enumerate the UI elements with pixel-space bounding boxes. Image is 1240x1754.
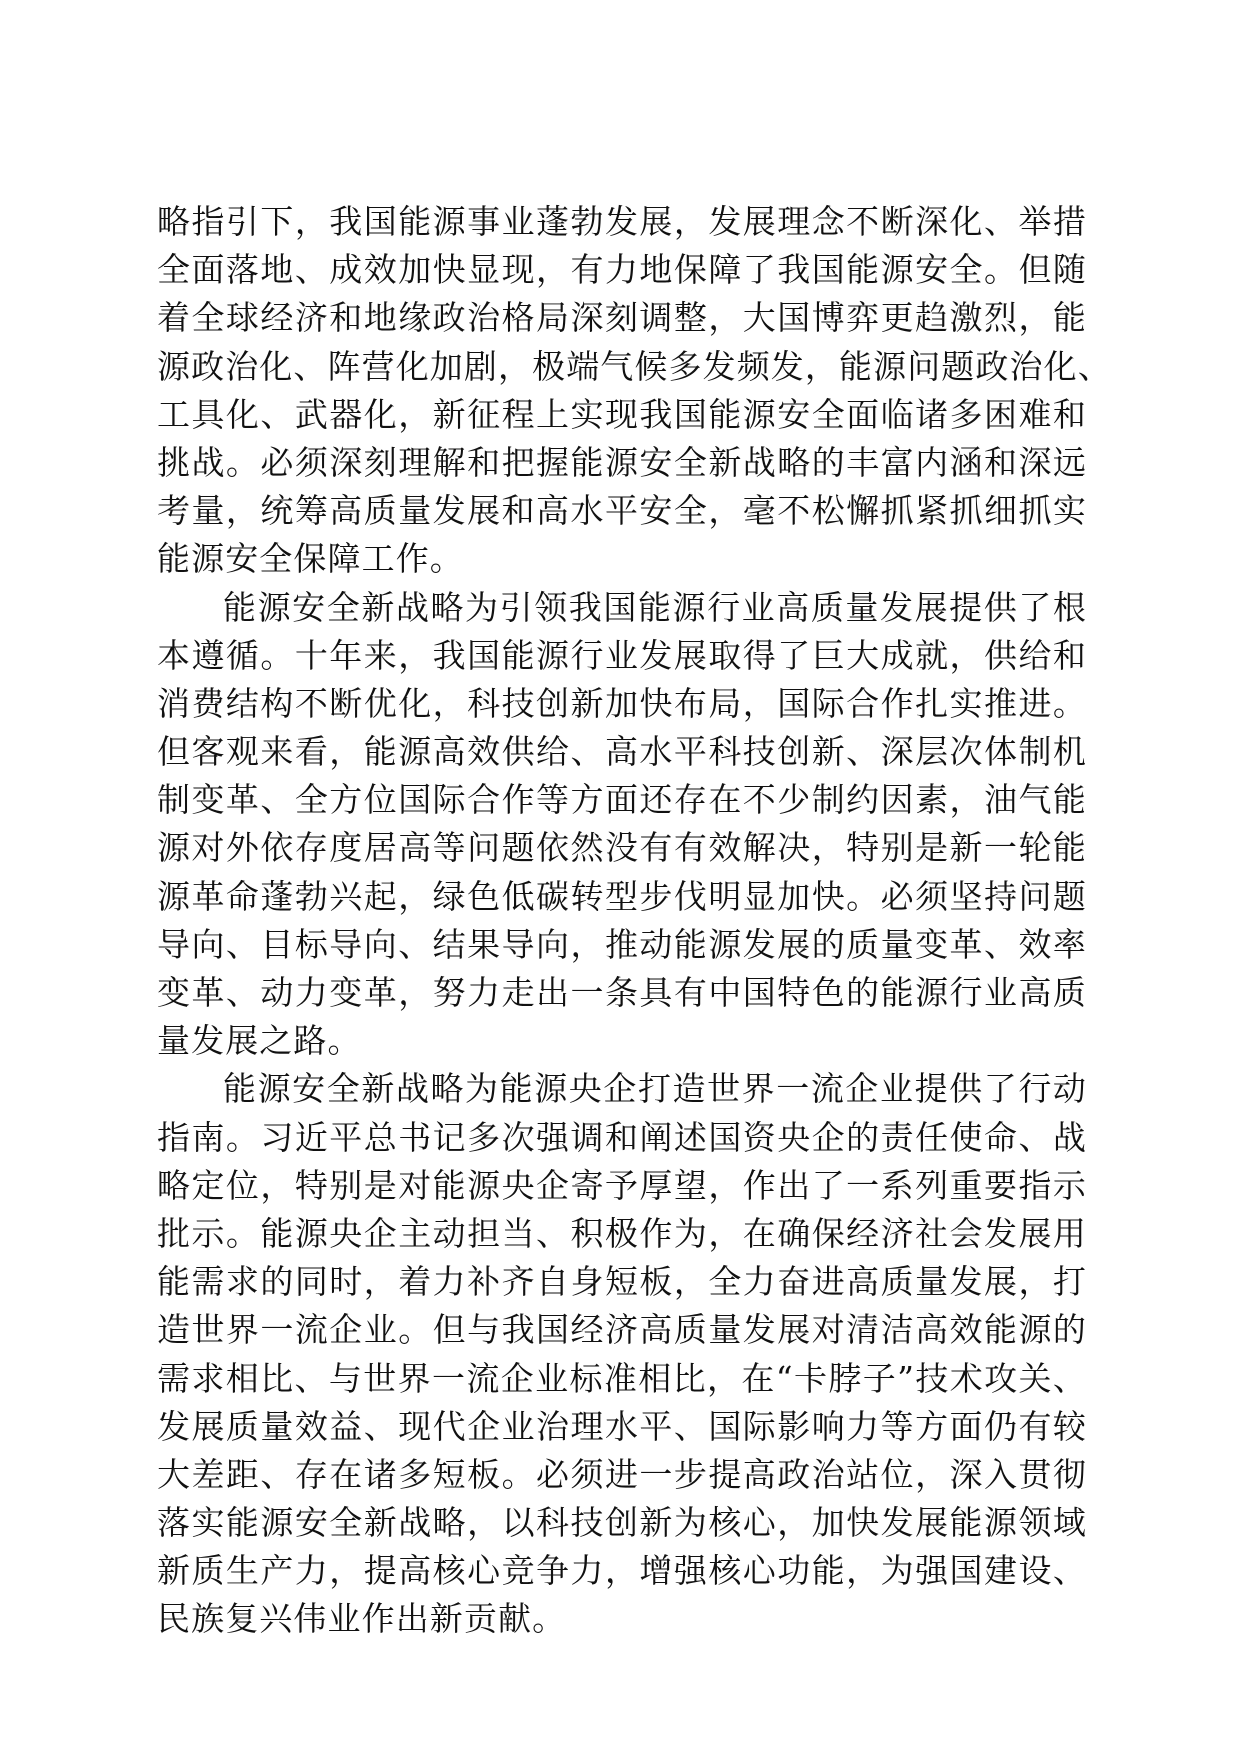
paragraph-line: 挑战。必须深刻理解和把握能源安全新战略的丰富内涵和深远 [157, 442, 1087, 482]
paragraph-line: 源对外依存度居高等问题依然没有有效解决，特别是新一轮能 [157, 828, 1087, 868]
document-body [157, 198, 1112, 1644]
paragraph-line: 批示。能源央企主动担当、积极作为，在确保经济社会发展用 [157, 1213, 1087, 1253]
paragraph-line: 消费结构不断优化，科技创新加快布局，国际合作扎实推进。 [157, 683, 1087, 723]
paragraph-line: 全面落地、成效加快显现，有力地保障了我国能源安全。但随 [157, 250, 1087, 290]
paragraph-line: 量发展之路。 [157, 1021, 362, 1061]
paragraph-line: 能需求的同时，着力补齐自身短板，全力奋进高质量发展，打 [157, 1262, 1087, 1302]
paragraph-line: 能源安全新战略为能源央企打造世界一流企业提供了行动 [223, 1069, 1087, 1109]
paragraph-line: 考量，统筹高质量发展和高水平安全，毫不松懈抓紧抓细抓实 [157, 491, 1087, 531]
paragraph-line: 民族复兴伟业作出新贡献。 [157, 1599, 567, 1639]
paragraph-line: 能源安全保障工作。 [157, 539, 464, 579]
paragraph-line: 新质生产力，提高核心竞争力，增强核心功能，为强国建设、 [157, 1551, 1087, 1591]
paragraph-line: 需求相比、与世界一流企业标准相比，在“卡脖子”技术攻关、 [157, 1358, 1087, 1398]
paragraph-line: 落实能源安全新战略，以科技创新为核心，加快发展能源领域 [157, 1503, 1087, 1543]
paragraph-3 [157, 1065, 1087, 1643]
paragraph-line: 发展质量效益、现代企业治理水平、国际影响力等方面仍有较 [157, 1406, 1087, 1446]
paragraph-line: 指南。习近平总书记多次强调和阐述国资央企的责任使命、战 [157, 1117, 1087, 1157]
paragraph-line: 略定位，特别是对能源央企寄予厚望，作出了一系列重要指示 [157, 1165, 1087, 1205]
paragraph-line: 制变革、全方位国际合作等方面还存在不少制约因素，油气能 [157, 780, 1087, 820]
paragraph-2 [157, 584, 1087, 1066]
paragraph-line: 着全球经济和地缘政治格局深刻调整，大国博弈更趋激烈，能 [157, 298, 1087, 338]
paragraph-line: 导向、目标导向、结果导向，推动能源发展的质量变革、效率 [157, 924, 1087, 964]
paragraph-line: 工具化、武器化，新征程上实现我国能源安全面临诸多困难和 [157, 394, 1087, 434]
paragraph-1 [157, 198, 1112, 584]
paragraph-line: 能源安全新战略为引领我国能源行业高质量发展提供了根 [223, 587, 1087, 627]
paragraph-line: 造世界一流企业。但与我国经济高质量发展对清洁高效能源的 [157, 1310, 1087, 1350]
paragraph-line: 略指引下，我国能源事业蓬勃发展，发展理念不断深化、举措 [157, 202, 1087, 241]
paragraph-line: 大差距、存在诸多短板。必须进一步提高政治站位，深入贯彻 [157, 1454, 1087, 1494]
paragraph-line: 源政治化、阵营化加剧，极端气候多发频发，能源问题政治化、 [157, 346, 1112, 386]
paragraph-line: 本遵循。十年来，我国能源行业发展取得了巨大成就，供给和 [157, 635, 1087, 675]
paragraph-line: 但客观来看，能源高效供给、高水平科技创新、深层次体制机 [157, 732, 1087, 772]
paragraph-line: 变革、动力变革，努力走出一条具有中国特色的能源行业高质 [157, 973, 1087, 1012]
paragraph-line: 源革命蓬勃兴起，绿色低碳转型步伐明显加快。必须坚持问题 [157, 876, 1087, 916]
